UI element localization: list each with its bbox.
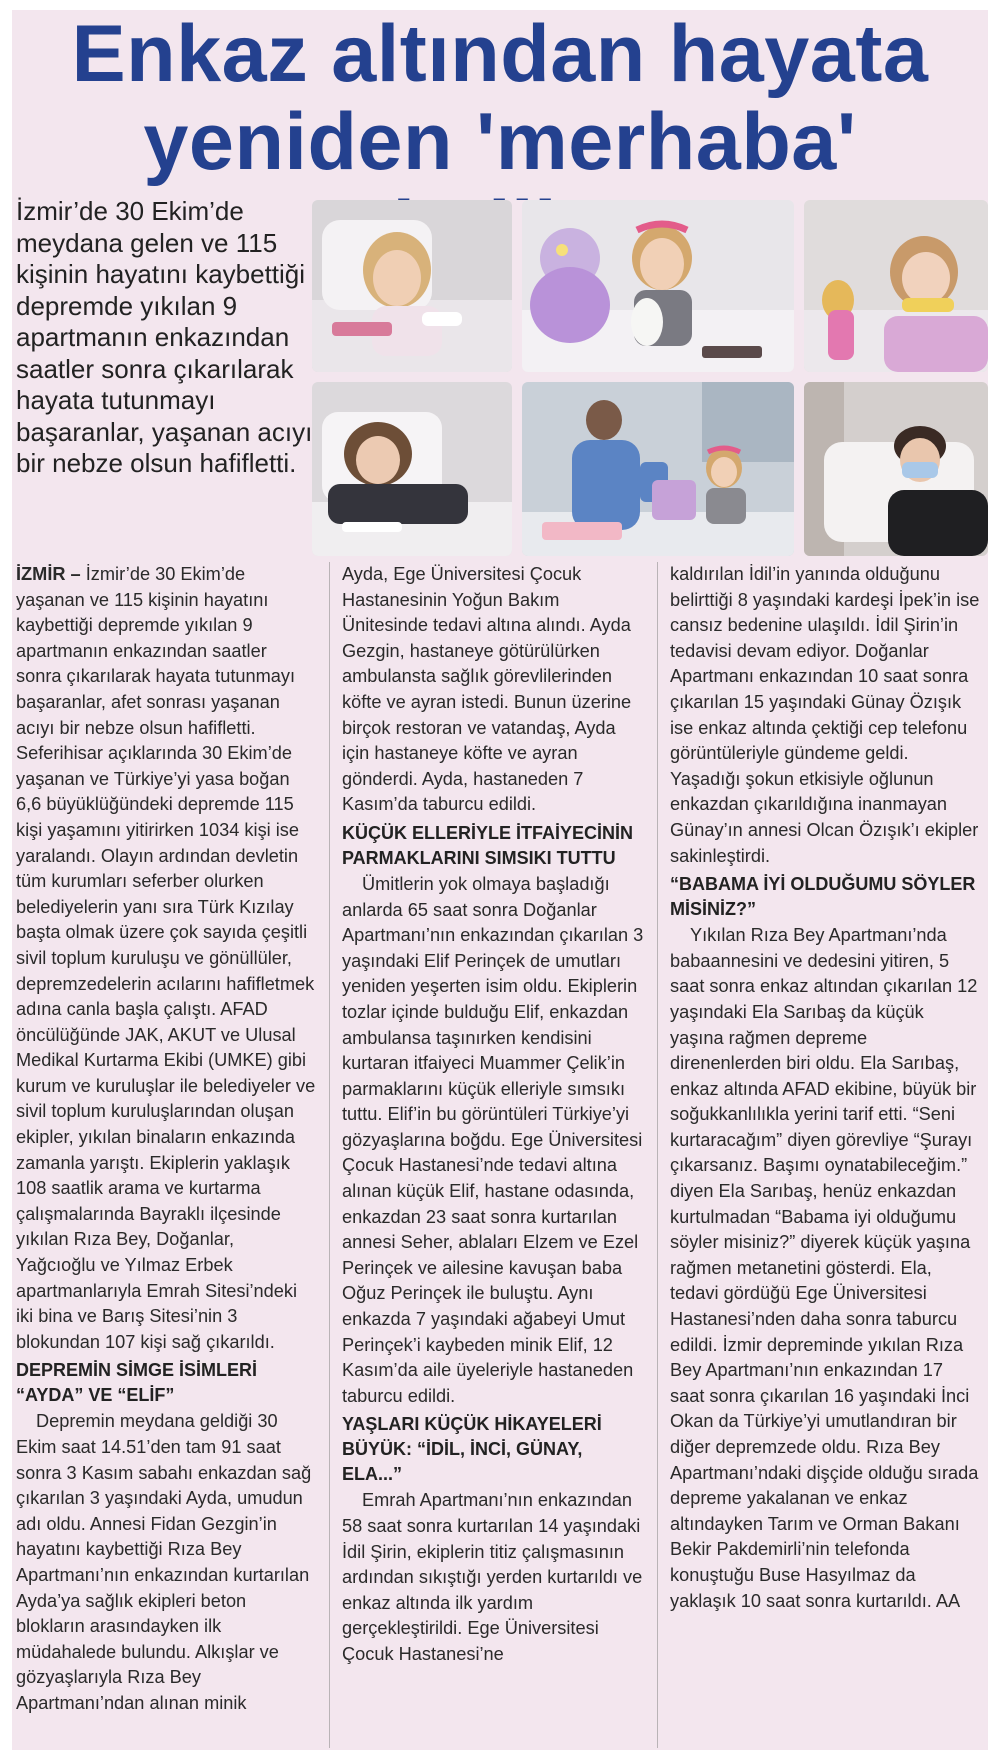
subheading: YAŞLARI KÜÇÜK HİKAYELERİ BÜYÜK: “İDİL, İNCİ, GÜNAY, ELA...” <box>342 1414 602 1485</box>
article-column-3 <box>670 562 980 1614</box>
article-paragraph: Depremin meydana geldiği 30 Ekim saat 14.51’den tam 91 saat sonra 3 Kasım sabahı enkazdan sağ çıkarılan 3 yaşındaki Ayda, umudun adı oldu. Annesi Fidan Gezgin’in hayatını kaybettiği Rıza Bey Apartmanı’nın enkazından kurtarılan Ayda’ya sağlık ekipleri beton blokların arasındayken ilk müdahalede bulundu. Alkışlar ve gözyaşlarıyla Rıza Bey Apartmanı’ndan alınan minik <box>16 1411 312 1713</box>
article-paragraph: Seferihisar açıklarında 30 Ekim’de yaşanan ve Türkiye’yi yasa boğan 6,6 büyüklüğündeki depremde 115 kişi yaşamını yitirirken 1034 kişi ise yaralandı. Olayın ardından devletin tüm kurumları seferber olurken belediyelerin yanı sıra Türk Kızılay başta olmak üzere çok sayıda çeşitli sivil toplum kuruluşu ve gönüllüler, depremzedelerin acılarını hafifletmek adına canla başla çalıştı. AFAD öncülüğünde JAK, AKUT ve Ulusal Medikal Kurtarma Ekibi (UMKE) gibi kurum ve kuruluşlar ile belediyeler ve sivil toplum kuruluşlarından oluşan ekipler, yıkılan binaların enkazında zamanla yarıştı. Ekiplerin yaklaşık 108 saatlik arama ve kurtarma çalışmalarında Bayraklı ilçesinde yıkılan Rıza Bey, Doğanlar, Yağcıoğlu ve Yılmaz Erbek apartmanlarıyla Emrah Sitesi’ndeki iki bina ve Barış Sitesi’nin 3 blokundan 107 kişi sağ çıkarıldı. <box>16 743 316 1352</box>
subheading: “BABAMA İYİ OLDUĞUMU SÖYLER MİSİNİZ?” <box>670 874 976 920</box>
column-divider <box>657 562 658 1748</box>
subheading: DEPREMİN SİMGE İSİMLERİ “AYDA” VE “ELİF” <box>16 1360 258 1406</box>
paragraph-text: İzmir’de 30 Ekim’de yaşanan ve 115 kişinin hayatını kaybettiği depremde yıkılan 9 apartmanın enkazından saatler sonra çıkarılarak hayata tutunmayı başaranlar, afet sonrası yaşanan acıyı bir nebze olsun hafifletti. <box>16 564 296 738</box>
lead-paragraph: İzmir’de 30 Ekim’de meydana gelen ve 115 kişinin hayatını kaybettiği depremde yıkılan 9 apartmanın enkazından saatler sonra çıkarılarak hayata tutunmayı başaranlar, yaşanan acıyı bir nebze olsun hafifletti. <box>16 196 313 478</box>
photo-boy-with-mask <box>804 382 988 556</box>
photo-woman-in-bed <box>312 382 512 556</box>
dateline: İZMİR – <box>16 564 81 584</box>
article-paragraph <box>670 923 980 1614</box>
headline-line-1: Enkaz altından hayata <box>71 9 929 99</box>
newspaper-page <box>12 10 988 1750</box>
article-paragraph: Emrah Apartmanı’nın enkazından 58 saat sonra kurtarılan 14 yaşındaki İdil Şirin, ekiplerin titiz çalışmasının ardından sıkıştığı yerden kurtarıldı ve enkaz altında ilk yardım gerçekleştirildi. Ege Üniversitesi Çocuk Hastanesi’ne <box>342 1490 643 1664</box>
article-paragraph: Ümitlerin yok olmaya başladığı anlarda 65 saat sonra Doğanlar Apartmanı’nın enkazından çıkarılan 3 yaşındaki Elif Perinçek de umutları yeniden yeşerten isim oldu. Ekiplerin tozlar içinde bulduğu Elif, enkazdan ambulansa taşınırken kendisini kurtaran itfaiyeci Muammer Çelik’in parmaklarını küçük elleriyle sımsıkı tuttu. Elif’in bu görüntüleri Türkiye’yi gözyaşlarına boğdu. Ege Üniversitesi Çocuk Hastanesi’nde tedavi altına alınan küçük Elif, hastane odasında, enkazdan 23 saat sonra kurtarılan annesi Seher, ablaları Elzem ve Ezel Perinçek ve ailesine kavuşan baba Oğuz Perinçek ile buluştu. Aynı enkazda 7 yaşındaki ağabeyi Umut Perinçek’i kaybeden minik Elif, 12 Kasım’da aile üyeleriyle hastaneden taburcu edildi. <box>342 873 644 1406</box>
photo-doctor-with-girl <box>522 382 794 556</box>
article-column-1 <box>16 562 316 1717</box>
headline-line-2: yeniden 'merhaba' <box>143 97 857 187</box>
article-paragraph <box>16 562 316 741</box>
article-column-2 <box>342 562 644 1668</box>
subheading: KÜÇÜK ELLERİYLE İTFAİYECİNİN PARMAKLARINI SIMSIKI TUTTU <box>342 822 634 868</box>
photo-girl-with-plush-toy <box>522 200 794 372</box>
article-paragraph: kaldırılan İdil’in yanında olduğunu belirttiği 8 yaşındaki kardeşi İpek’in ise cansız bedenine ulaşıldı. İdil Şirin’in tedavisi devam ediyor. Doğanlar Apartmanı enkazından 10 saat sonra çıkarılan 15 yaşındaki Günay Özışık ise enkaz altında çektiği cep telefonu görüntüleriyle gündeme geldi. Yaşadığı şokun etkisiyle oğlunun enkazdan çıkarıldığına inanmayan Günay’ın annesi Olcan Özışık’ı ekipler sakinleştirdi. <box>670 564 980 866</box>
photo-collage <box>312 200 988 556</box>
photo-girl-bed-bandage <box>312 200 512 372</box>
paragraph-text: Yıkılan Rıza Bey Apartmanı’nda babaannesini ve dedesini yitiren, 5 saat sonra enkaz altından çıkarılan 12 yaşındaki Ela Sarıbaş da küçük yaşına rağmen depreme direnenlerden biri oldu. Ela Sarıbaş, enkaz altında AFAD ekibine, büyük bir soğukkanlılıkla yerini tarif etti. “Seni kurtaracağım” diyen görevliye “Şurayı çıkarsanız. Başımı oynatabileceğim.” diyen Ela Sarıbaş, henüz enkazdan kurtulmadan “Babama iyi olduğumu söyler misiniz?” diyerek küçük yaşına rağmen metanetini gösterdi. Ela, tedavi gördüğü Ege Üniversitesi Hastanesi’nden daha sonra taburcu edildi. İzmir depreminde yıkılan Rıza Bey Apartmanı’nın enkazından 17 saat sonra çıkarılan 16 yaşındaki İnci Okan da Türkiye’yi umutlandıran bir diğer depremzede oldu. Rıza Bey Apartmanı’ndaki dişçide olduğu sırada depreme yakalanan ve enkaz altındayken Tarım ve Orman Bakanı Bekir Pakdemirli’nin telefonda konuştuğu Buse Hasyılmaz da yaklaşık 10 saat sonra kurtarıldı. <box>670 925 979 1611</box>
article-paragraph: Ayda, Ege Üniversitesi Çocuk Hastanesinin Yoğun Bakım Ünitesinde tedavi altına alındı. Ayda Gezgin, hastaneye götürülürken ambulansta sağlık görevlilerinden köfte ve ayran istedi. Bunun üzerine birçok restoran ve vatandaş, Ayda için hastaneye köfte ve ayran gönderdi. Ayda, hastaneden 7 Kasım’da taburcu edildi. <box>342 564 632 815</box>
photo-girl-neck-brace-doll <box>804 200 988 372</box>
column-divider <box>329 562 330 1748</box>
byline: AA <box>935 1590 961 1611</box>
